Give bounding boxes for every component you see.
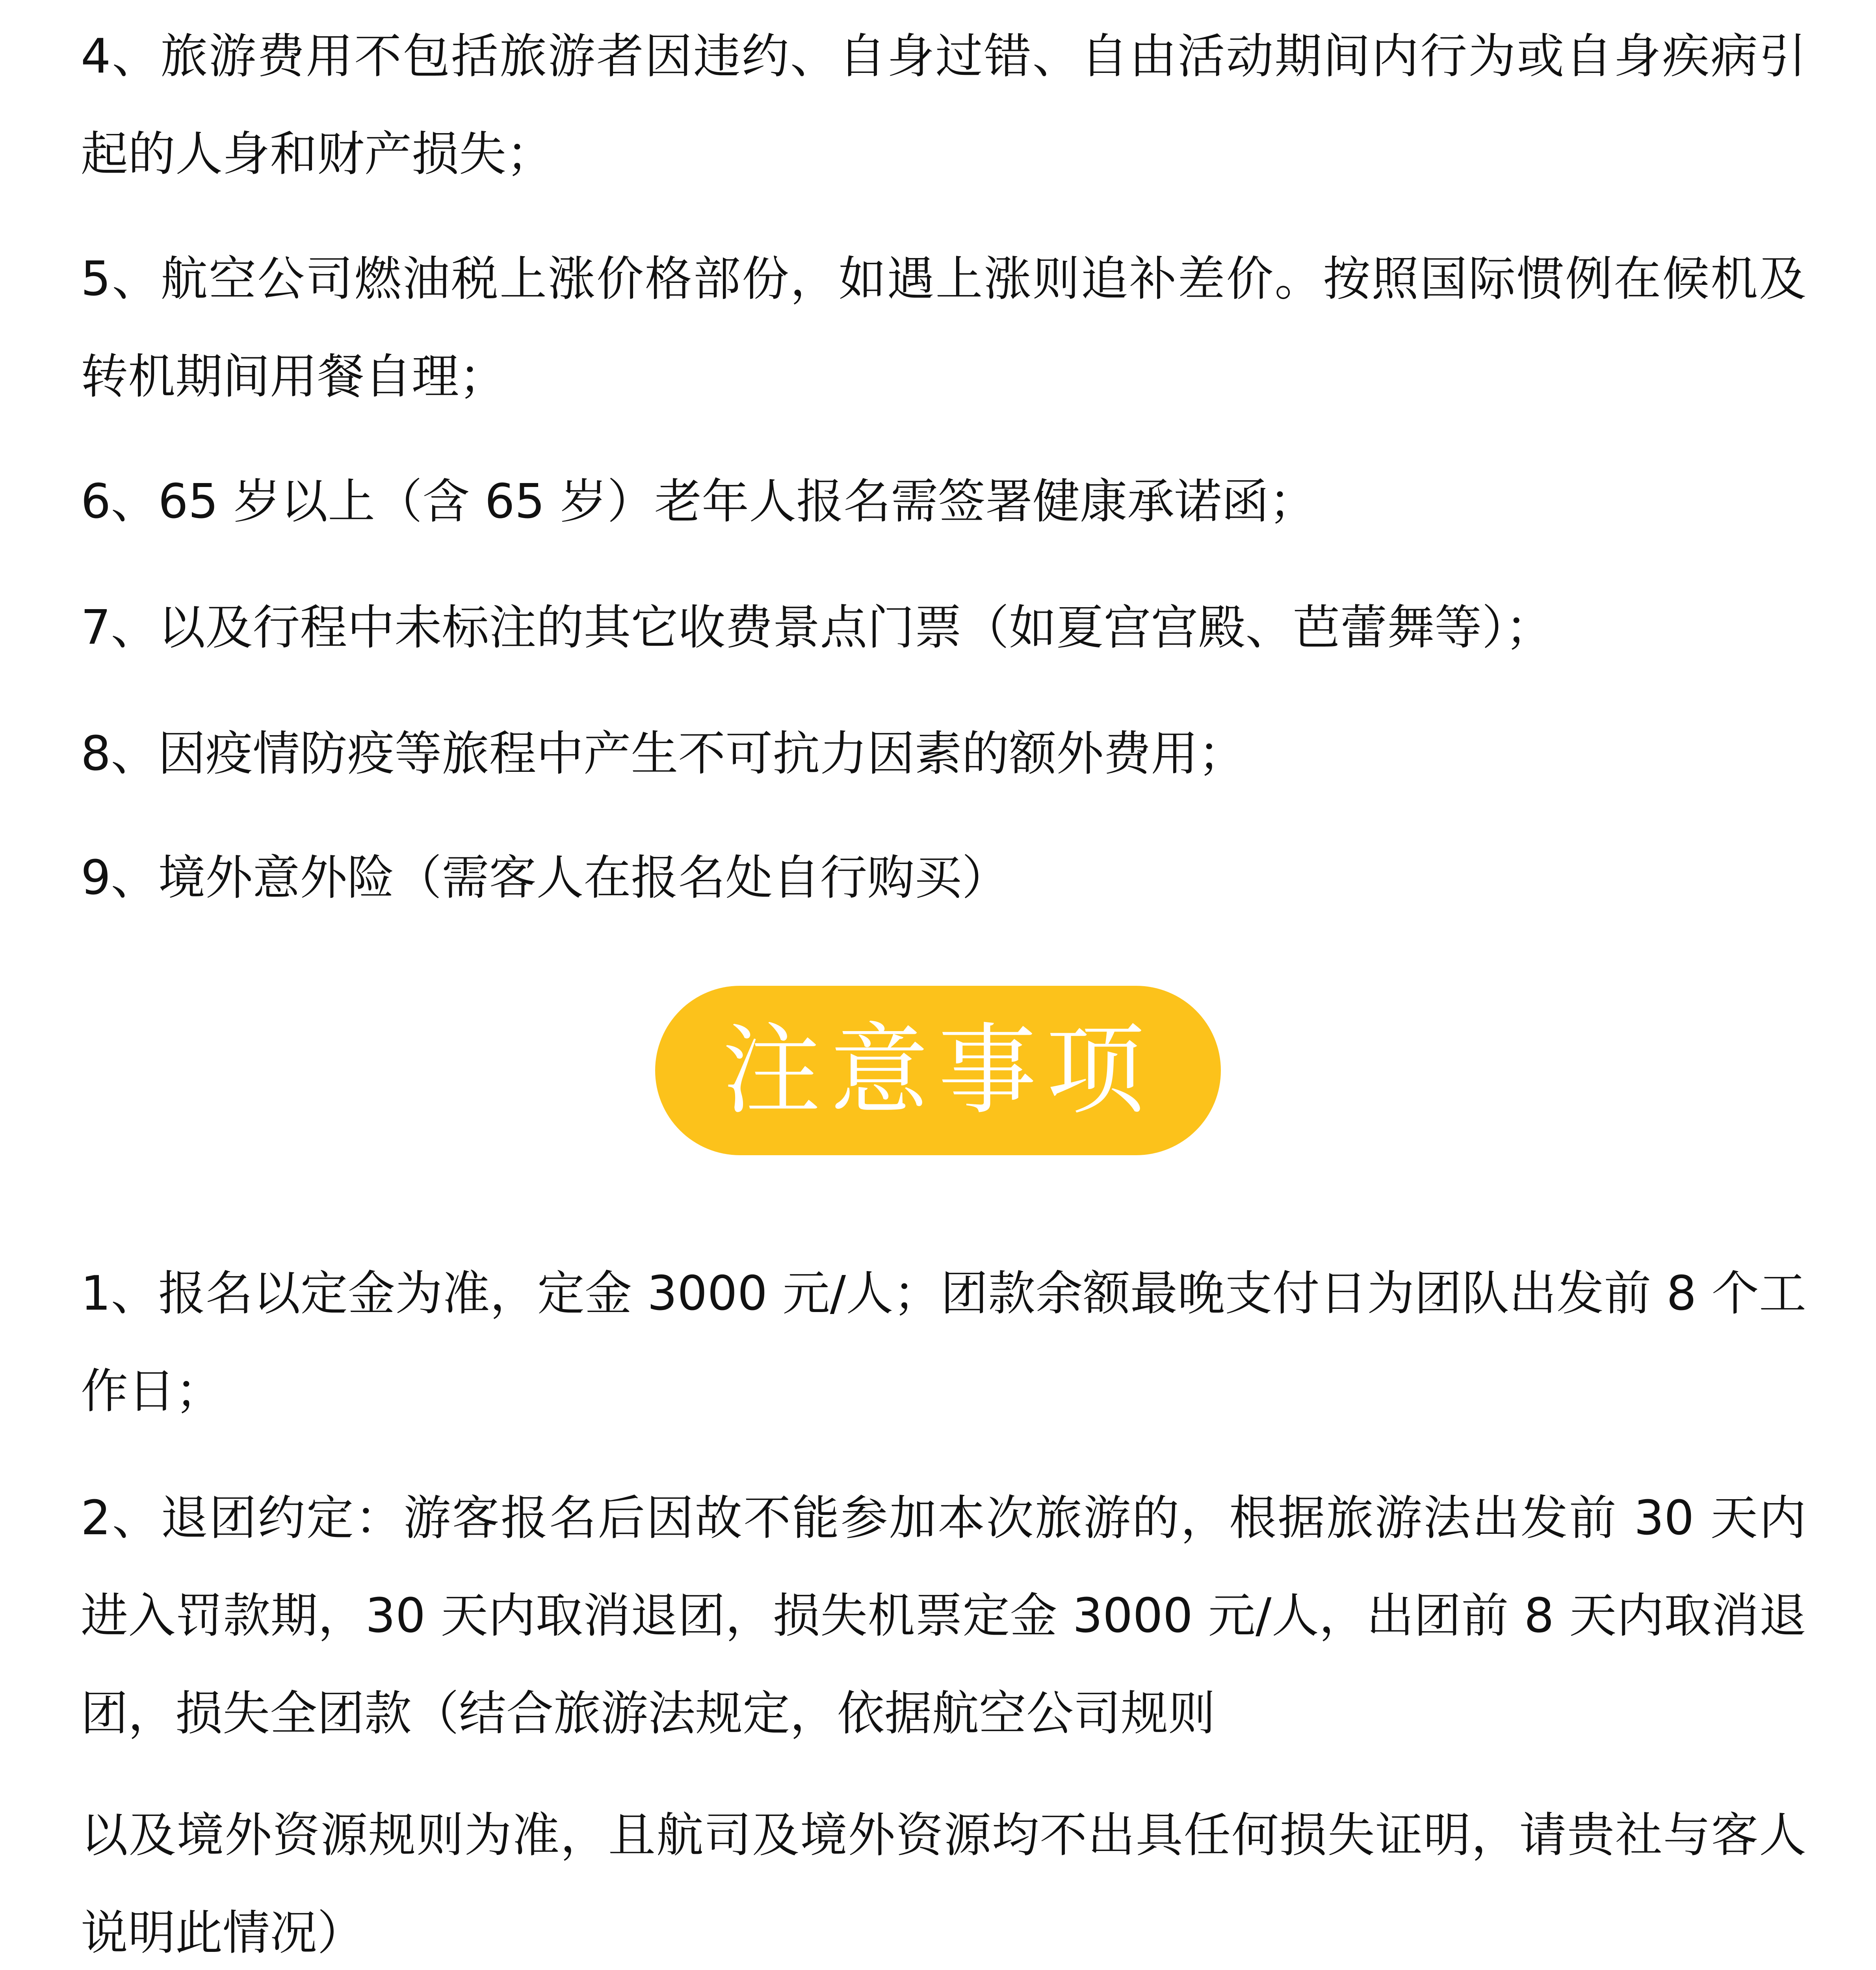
exclusion-item-7: 7、以及行程中未标注的其它收费景点门票（如夏宫宫殿、芭蕾舞等）； [81,600,1553,655]
notice-section-title: 注意事项 [722,1013,1154,1128]
notice-section-badge [655,986,1221,1155]
notice-item-2-continued: 以及境外资源规则为准，且航司及境外资源均不出具任何损失证明，请贵社与客人说明此情况） [81,1808,1806,1961]
exclusion-item-5: 5、航空公司燃油税上涨价格部份，如遇上涨则追补差价。按照国际惯例在候机及转机期间用餐自理； [81,252,1806,404]
exclusion-item-4: 4、旅游费用不包括旅游者因违约、自身过错、自由活动期间内行为或自身疾病引起的人身和财产损失； [81,29,1806,182]
notice-item-2: 2、退团约定：游客报名后因故不能参加本次旅游的，根据旅游法出发前 30 天内进入罚款期，30 天内取消退团，损失机票定金 3000 元/人，出团前 8 天内取消退团，损失全团款（结合旅游法规定，依据航空公司规则 [81,1491,1806,1741]
exclusion-item-9: 9、境外意外险（需客人在报名处自行购买） [81,851,1009,905]
notice-item-1: 1、报名以定金为准，定金 3000 元/人；团款余额最晚支付日为团队出发前 8 个工作日； [81,1266,1806,1419]
exclusion-item-8: 8、因疫情防疫等旅程中产生不可抗力因素的额外费用； [81,727,1246,781]
exclusion-item-6: 6、65 岁以上（含 65 岁）老年人报名需签署健康承诺函； [81,474,1317,529]
